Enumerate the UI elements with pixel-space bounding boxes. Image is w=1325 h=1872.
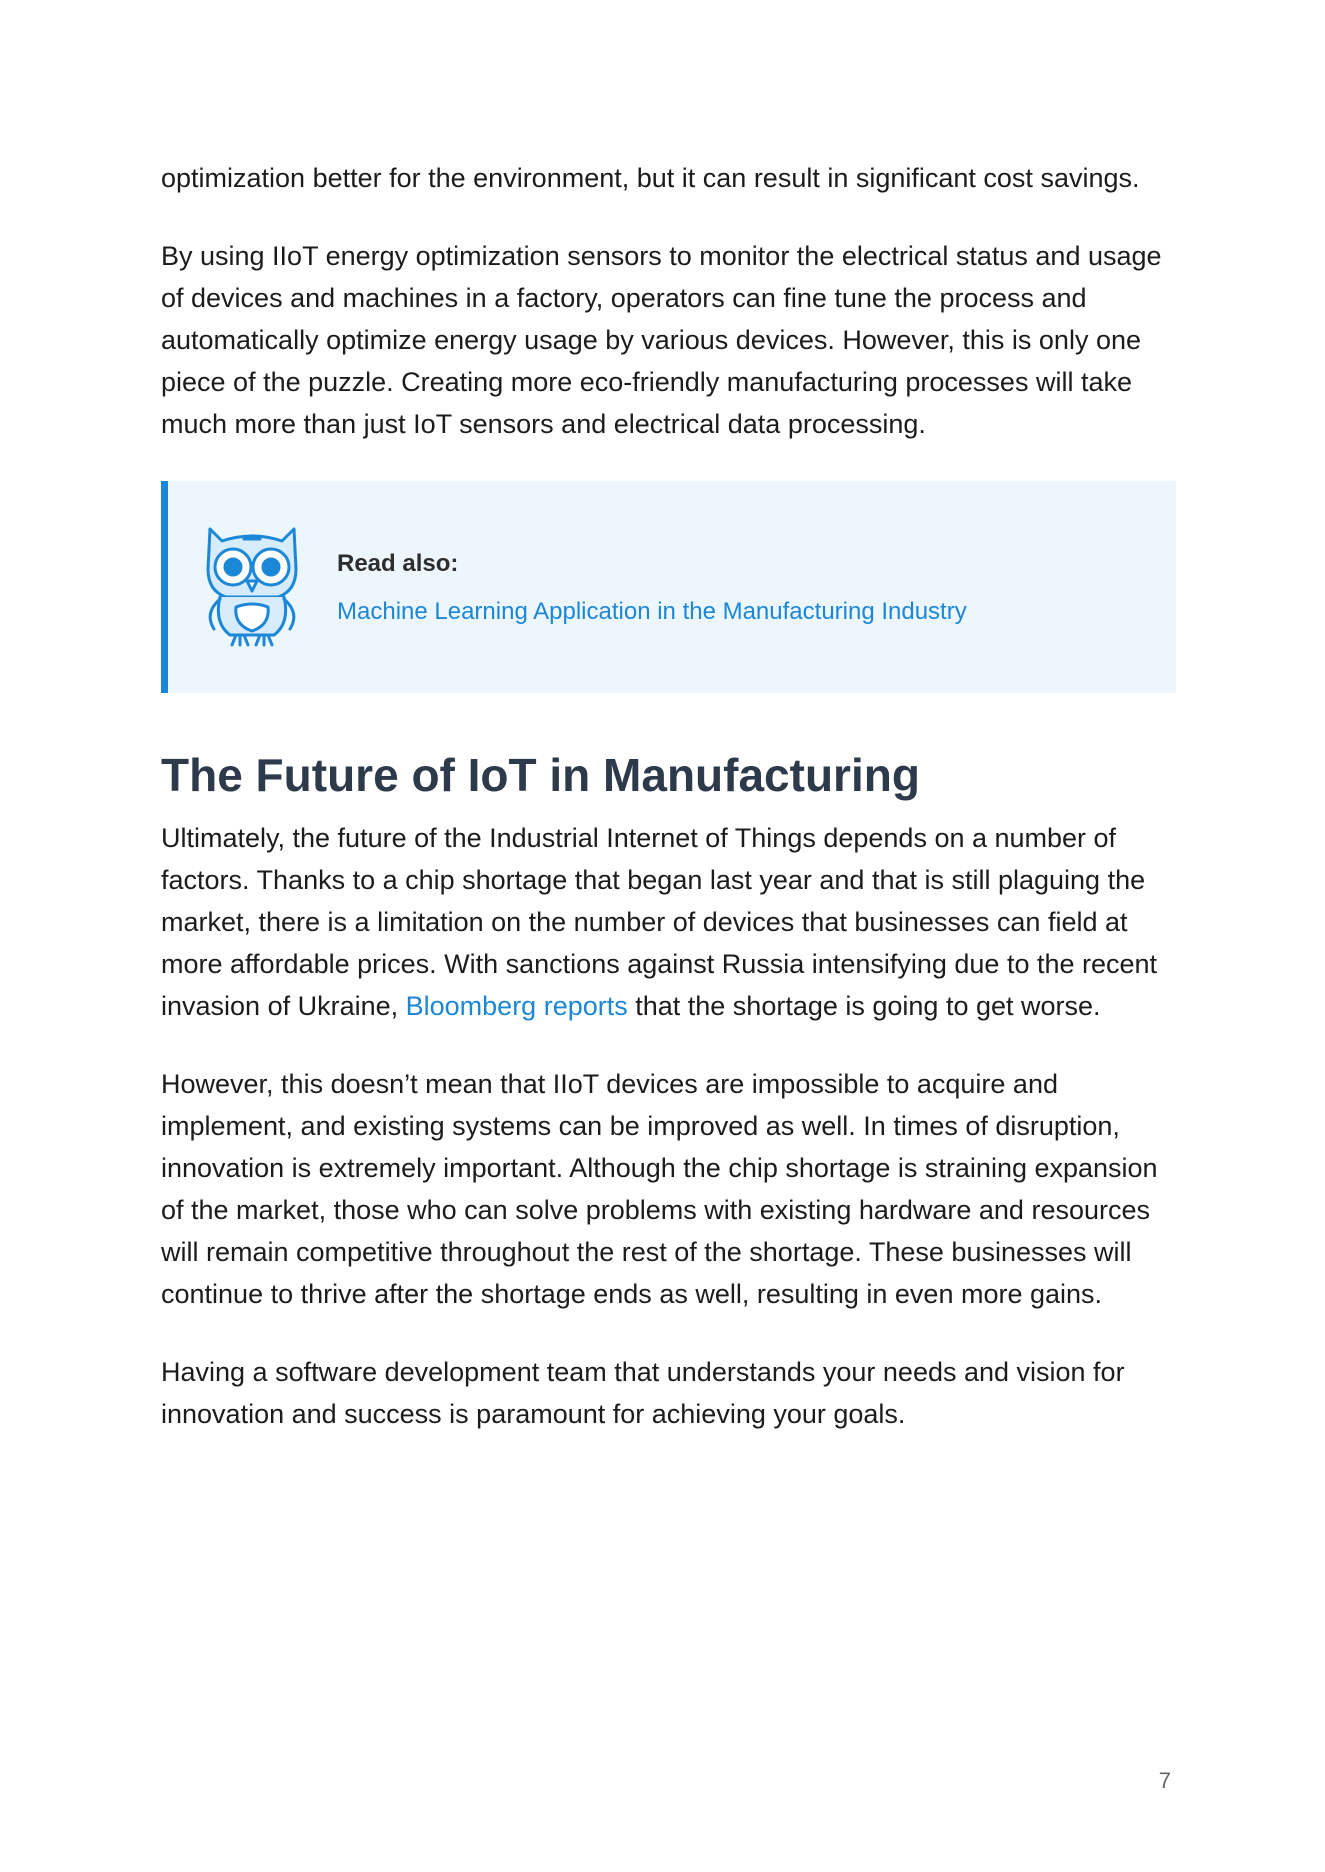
owl-icon (200, 521, 304, 651)
page-number: 7 (1158, 1768, 1171, 1793)
related-article-link[interactable]: Machine Learning Application in the Manufacturing Industry (337, 598, 967, 625)
paragraph: optimization better for the environment, but it can result in significant cost savings. (161, 163, 1140, 193)
callout-text (337, 547, 967, 629)
paragraph: By using IIoT energy optimization sensors to monitor the electrical status and usage of devices and machines in a factory, operators can fine tune the process and automatically optimize energy usage by various devices. However, this is only one piece of the puzzle. Creating more eco-friendly manufacturing processes will take much more than just IoT sensors and electrical data processing. (161, 241, 1162, 439)
read-also-label: Read also: (337, 550, 459, 577)
bloomberg-reports-link[interactable]: Bloomberg reports (405, 991, 628, 1021)
paragraph: Having a software development team that understands your needs and vision for innovation and success is paramount for achieving your goals. (161, 1357, 1125, 1429)
paragraph-text: that the shortage is going to get worse. (627, 991, 1101, 1021)
page-content (161, 157, 1176, 1435)
read-also-callout (161, 481, 1176, 693)
paragraph-text: Ultimately, the future of the Industrial Internet of Things depends on a number of factors. Thanks to a chip shortage that began last year and that is still plaguing the market, there is a limitation on the number of devices that businesses can field at more affordable prices. With sanctions against Russia intensifying due to the recent invasion of Ukraine, (161, 823, 1158, 1021)
paragraph (161, 817, 1176, 1027)
paragraph: However, this doesn’t mean that IIoT devices are impossible to acquire and implement, and existing systems can be improved as well. In times of disruption, innovation is extremely important. Although the chip shortage is straining expansion of the market, those who can solve problems with existing hardware and resources will remain competitive throughout the rest of the shortage. These businesses will continue to thrive after the shortage ends as well, resulting in even more gains. (161, 1069, 1158, 1309)
section-heading: The Future of IoT in Manufacturing (161, 749, 920, 801)
